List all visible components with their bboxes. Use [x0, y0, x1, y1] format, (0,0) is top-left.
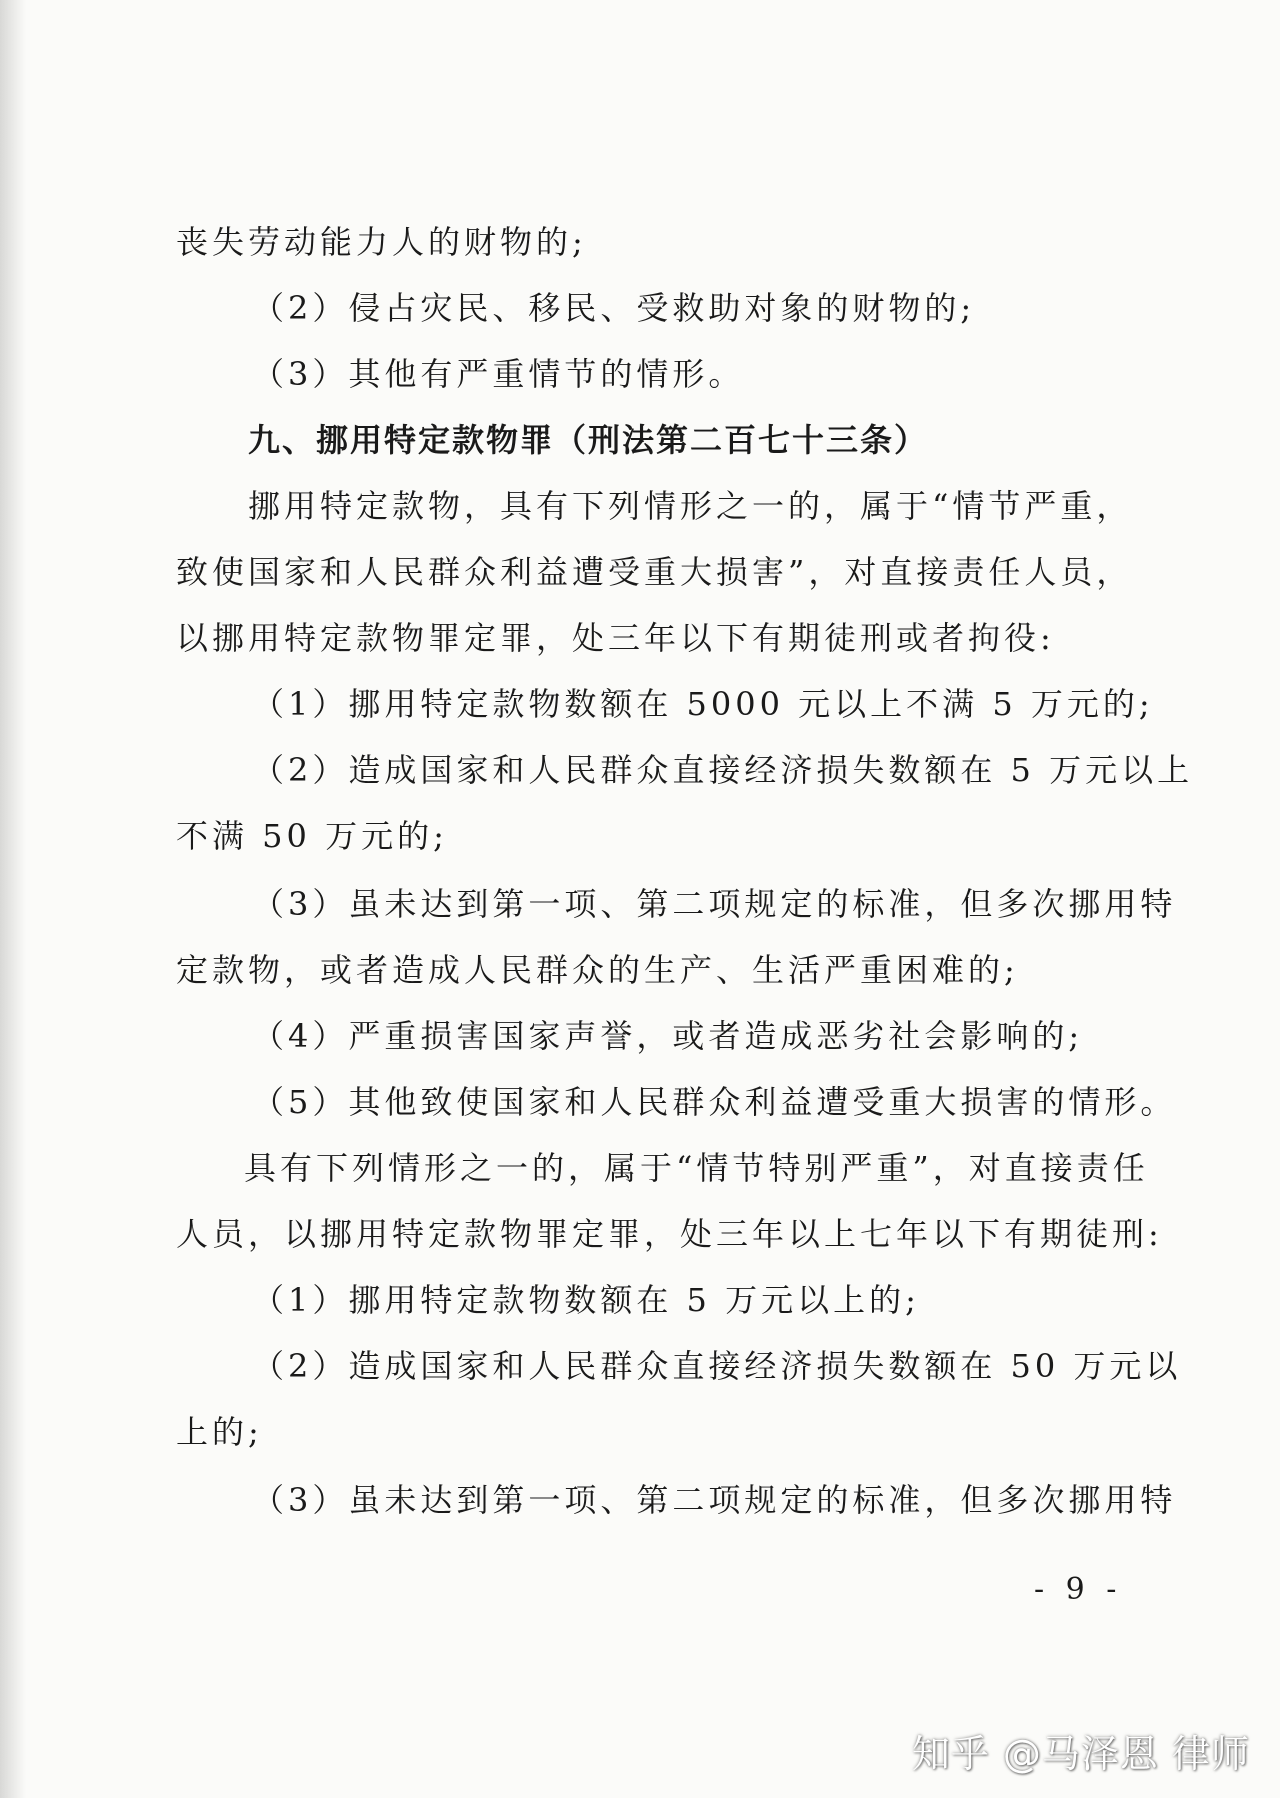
text-line: 致使国家和人民群众利益遭受重大损害”，对直接责任人员，: [176, 553, 1133, 591]
text-line: 定款物，或者造成人民群众的生产、生活严重困难的;: [176, 951, 1019, 989]
text-line: （2）侵占灾民、移民、受救助对象的财物的;: [252, 289, 976, 327]
watermark: 知乎 @马泽恩 律师: [911, 1732, 1250, 1776]
scan-edge-shadow: [0, 0, 26, 1798]
text-line: （1）挪用特定款物数额在 5000 元以上不满 5 万元的;: [252, 685, 1154, 723]
text-line: （4）严重损害国家声誉，或者造成恶劣社会影响的;: [252, 1017, 1084, 1055]
text-line: （2）造成国家和人民群众直接经济损失数额在 50 万元以: [252, 1347, 1182, 1385]
section-heading: 九、挪用特定款物罪（刑法第二百七十三条）: [248, 421, 929, 459]
page-number: - 9 -: [1034, 1572, 1123, 1607]
text-line: （1）挪用特定款物数额在 5 万元以上的;: [252, 1281, 920, 1319]
text-line: 不满 50 万元的;: [176, 817, 448, 855]
text-line: （3）虽未达到第一项、第二项规定的标准，但多次挪用特: [252, 885, 1177, 923]
text-line: （3）虽未达到第一项、第二项规定的标准，但多次挪用特: [252, 1481, 1177, 1519]
text-line: 挪用特定款物，具有下列情形之一的，属于“情节严重，: [248, 487, 1133, 525]
text-line: 丧失劳动能力人的财物的;: [176, 223, 587, 261]
text-line: （3）其他有严重情节的情形。: [252, 355, 745, 393]
text-line: （2）造成国家和人民群众直接经济损失数额在 5 万元以上: [252, 751, 1194, 789]
text-line: 上的;: [176, 1413, 263, 1451]
text-line: 人员，以挪用特定款物罪定罪，处三年以上七年以下有期徒刑:: [176, 1215, 1163, 1253]
text-line: （5）其他致使国家和人民群众利益遭受重大损害的情形。: [252, 1083, 1177, 1121]
text-line: 以挪用特定款物罪定罪，处三年以下有期徒刑或者拘役:: [176, 619, 1055, 657]
text-line: 具有下列情形之一的，属于“情节特别严重”，对直接责任: [244, 1149, 1149, 1187]
